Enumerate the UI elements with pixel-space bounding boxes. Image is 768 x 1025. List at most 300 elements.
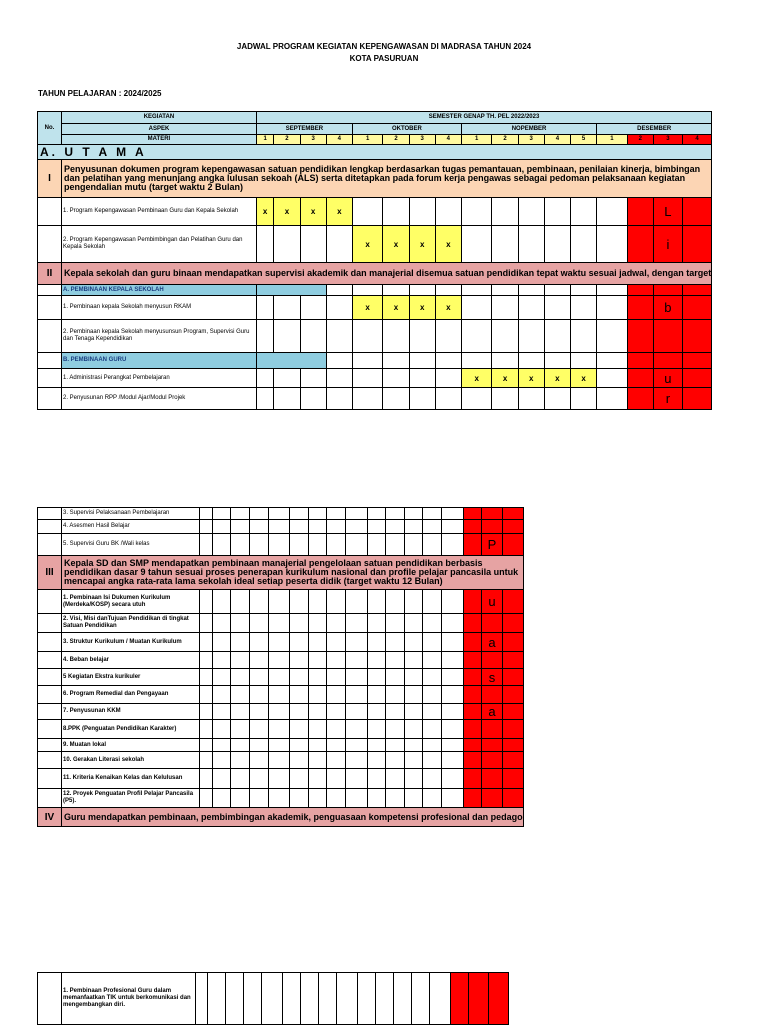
week-cell <box>290 769 309 789</box>
week-cell <box>345 752 367 769</box>
objective-text: Kepala sekolah dan guru binaan mendapatkan supervisi akademik dan manajerial disemua satuan pendidikan tepat waktu sesuai jadwal, dengan target <box>62 263 712 285</box>
week-cell <box>386 704 405 720</box>
week-cell <box>441 669 463 686</box>
week-cell <box>290 686 309 704</box>
row-no <box>38 973 62 1025</box>
week-cell <box>268 652 290 669</box>
week-cell <box>383 353 409 369</box>
week-cell <box>570 353 596 369</box>
activity-mark: x <box>326 198 352 226</box>
break-cell <box>502 633 523 652</box>
materi-cell: 1. Pembinaan kepala Sekolah menyusun RKAM <box>62 296 257 320</box>
week-cell <box>404 590 423 614</box>
week-cell <box>268 704 290 720</box>
row-no <box>38 320 62 353</box>
break-cell <box>682 369 711 388</box>
table-row <box>38 198 712 226</box>
month-header: SEPTEMBER <box>256 124 352 135</box>
month-header: NOPEMBER <box>461 124 596 135</box>
week-cell <box>518 226 544 263</box>
week-cell <box>386 652 405 669</box>
week-cell <box>386 534 405 556</box>
materi-cell: 2. Penyusunan RPP /Modul Ajar/Modul Projek <box>62 388 257 410</box>
week-cell <box>461 320 492 353</box>
week-cell <box>597 226 628 263</box>
week-cell <box>326 226 352 263</box>
row-no <box>38 789 62 808</box>
subsection-fill <box>256 285 326 296</box>
table-row <box>38 388 712 410</box>
week-cell <box>319 973 337 1025</box>
week-cell <box>290 520 309 534</box>
week-cell <box>326 296 352 320</box>
vertical-letter: a <box>482 633 503 652</box>
table-row <box>38 633 524 652</box>
section-row <box>38 145 712 160</box>
week-cell <box>570 320 596 353</box>
week-cell <box>212 789 231 808</box>
break-cell <box>682 388 711 410</box>
week-cell <box>231 720 250 739</box>
week-number: 4 <box>682 135 711 145</box>
week-cell <box>249 789 268 808</box>
week-cell <box>461 198 492 226</box>
week-cell <box>200 789 212 808</box>
week-cell <box>290 633 309 652</box>
week-cell <box>212 769 231 789</box>
week-cell <box>597 320 628 353</box>
row-no <box>38 285 62 296</box>
materi-cell: 3. Supervisi Pelaksanaan Pembelajaran <box>62 508 200 520</box>
week-cell <box>383 198 409 226</box>
break-cell <box>463 789 482 808</box>
week-cell <box>345 769 367 789</box>
break-cell <box>653 285 682 296</box>
month-header: OKTOBER <box>352 124 461 135</box>
week-cell <box>200 752 212 769</box>
week-cell <box>212 752 231 769</box>
week-cell <box>367 520 386 534</box>
week-cell <box>386 508 405 520</box>
vertical-letter: r <box>653 388 682 410</box>
roman-numeral: II <box>38 263 62 285</box>
week-cell <box>441 633 463 652</box>
week-cell <box>544 320 570 353</box>
break-cell <box>482 752 503 769</box>
week-cell <box>308 752 327 769</box>
table-row <box>38 769 524 789</box>
week-cell <box>404 508 423 520</box>
objective-text: Guru mendapatkan pembinaan, pembimbingan akademik, penguasaan kompetensi profesional dan pedago <box>62 808 524 827</box>
break-cell <box>482 508 503 520</box>
break-cell <box>463 704 482 720</box>
week-cell <box>597 198 628 226</box>
week-number: 3 <box>518 135 544 145</box>
break-cell <box>463 590 482 614</box>
row-no <box>38 369 62 388</box>
row-no <box>38 652 62 669</box>
week-cell <box>435 320 461 353</box>
week-cell <box>208 973 226 1025</box>
materi-cell: 11. Kriteria Kenaikan Kelas dan Kelulusan <box>62 769 200 789</box>
week-cell <box>441 652 463 669</box>
week-cell <box>300 226 326 263</box>
week-cell <box>290 789 309 808</box>
break-cell <box>463 686 482 704</box>
week-cell <box>367 633 386 652</box>
week-cell <box>345 686 367 704</box>
week-cell <box>352 353 383 369</box>
break-cell <box>502 739 523 752</box>
break-cell <box>502 704 523 720</box>
row-no <box>38 388 62 410</box>
week-cell <box>345 614 367 633</box>
week-cell <box>200 614 212 633</box>
week-cell <box>300 388 326 410</box>
activity-mark: x <box>492 369 518 388</box>
week-cell <box>345 590 367 614</box>
week-cell <box>327 669 346 686</box>
break-cell <box>463 508 482 520</box>
header-row <box>38 124 712 135</box>
break-cell <box>653 353 682 369</box>
week-cell <box>441 614 463 633</box>
week-cell <box>345 669 367 686</box>
week-cell <box>268 534 290 556</box>
week-cell <box>212 520 231 534</box>
week-cell <box>492 296 518 320</box>
week-cell <box>212 614 231 633</box>
week-cell <box>200 590 212 614</box>
vertical-letter: b <box>653 296 682 320</box>
objective-row <box>38 160 712 198</box>
week-number: 3 <box>653 135 682 145</box>
break-cell <box>482 720 503 739</box>
week-cell <box>404 720 423 739</box>
break-cell <box>502 520 523 534</box>
week-cell <box>308 769 327 789</box>
col-materi: MATERI <box>62 135 257 145</box>
week-cell <box>327 769 346 789</box>
week-cell <box>597 388 628 410</box>
week-cell <box>249 686 268 704</box>
week-cell <box>423 614 442 633</box>
table-row <box>38 614 524 633</box>
break-cell <box>482 789 503 808</box>
week-cell <box>290 669 309 686</box>
week-cell <box>597 369 628 388</box>
week-cell <box>367 752 386 769</box>
week-cell <box>423 752 442 769</box>
table-row <box>38 739 524 752</box>
week-cell <box>345 739 367 752</box>
subsection-fill <box>256 353 326 369</box>
week-number: 1 <box>352 135 383 145</box>
week-number: 2 <box>492 135 518 145</box>
week-cell <box>352 320 383 353</box>
activity-mark: x <box>352 296 383 320</box>
week-cell <box>383 369 409 388</box>
week-cell <box>409 353 435 369</box>
table-row <box>38 590 524 614</box>
week-cell <box>544 198 570 226</box>
break-cell <box>682 353 711 369</box>
week-cell <box>518 296 544 320</box>
col-no: No. <box>38 112 62 145</box>
week-cell <box>200 720 212 739</box>
week-cell <box>262 973 283 1025</box>
week-cell <box>409 198 435 226</box>
week-cell <box>441 590 463 614</box>
break-cell <box>482 520 503 534</box>
week-cell <box>404 769 423 789</box>
week-cell <box>231 686 250 704</box>
week-cell <box>492 226 518 263</box>
week-cell <box>386 789 405 808</box>
week-cell <box>345 704 367 720</box>
week-cell <box>441 789 463 808</box>
table-row <box>38 752 524 769</box>
week-cell <box>300 369 326 388</box>
academic-year-label: TAHUN PELAJARAN <box>38 89 117 98</box>
table-row <box>38 226 712 263</box>
week-cell <box>404 652 423 669</box>
week-cell <box>274 226 300 263</box>
week-cell <box>367 739 386 752</box>
vertical-letter: u <box>653 369 682 388</box>
week-cell <box>268 590 290 614</box>
break-cell <box>627 198 653 226</box>
week-cell <box>492 388 518 410</box>
week-cell <box>212 739 231 752</box>
week-cell <box>244 973 262 1025</box>
week-cell <box>386 769 405 789</box>
week-cell <box>212 720 231 739</box>
schedule-table-middle <box>37 507 524 827</box>
week-cell <box>461 226 492 263</box>
week-cell <box>367 686 386 704</box>
week-cell <box>386 633 405 652</box>
table-row <box>38 686 524 704</box>
week-cell <box>308 686 327 704</box>
break-cell <box>627 285 653 296</box>
week-cell <box>290 590 309 614</box>
table-row <box>38 320 712 353</box>
week-cell <box>249 520 268 534</box>
break-cell <box>463 614 482 633</box>
week-cell <box>435 198 461 226</box>
week-cell <box>544 226 570 263</box>
week-cell <box>200 704 212 720</box>
table-row <box>38 296 712 320</box>
activity-mark: x <box>518 369 544 388</box>
week-cell <box>326 388 352 410</box>
week-cell <box>200 652 212 669</box>
week-cell <box>423 769 442 789</box>
week-cell <box>441 704 463 720</box>
activity-mark: x <box>352 226 383 263</box>
week-cell <box>461 388 492 410</box>
week-cell <box>404 534 423 556</box>
table-row <box>38 973 509 1025</box>
week-cell <box>268 520 290 534</box>
materi-cell: 2. Program Kepengawasan Pembimbingan dan Pelatihan Guru dan Kepala Sekolah <box>62 226 257 263</box>
roman-numeral: I <box>38 160 62 198</box>
break-cell <box>463 720 482 739</box>
vertical-letter: i <box>653 226 682 263</box>
activity-mark: x <box>544 369 570 388</box>
week-cell <box>200 633 212 652</box>
week-cell <box>544 353 570 369</box>
table-row <box>38 520 524 534</box>
week-cell <box>383 285 409 296</box>
header-row <box>38 135 712 145</box>
week-cell <box>301 973 319 1025</box>
table-row <box>38 789 524 808</box>
materi-cell: 4. Asesmen Hasil Belajar <box>62 520 200 534</box>
week-cell <box>256 388 273 410</box>
week-cell <box>386 520 405 534</box>
week-cell <box>409 388 435 410</box>
week-cell <box>404 739 423 752</box>
week-cell <box>290 752 309 769</box>
week-cell <box>367 652 386 669</box>
week-cell <box>435 369 461 388</box>
week-number: 2 <box>274 135 300 145</box>
week-cell <box>367 508 386 520</box>
table-row <box>38 508 524 520</box>
week-cell <box>345 720 367 739</box>
schedule-table-top <box>37 111 712 410</box>
week-cell <box>492 320 518 353</box>
week-cell <box>435 285 461 296</box>
materi-cell: 5 Kegiatan Ekstra kurikuler <box>62 669 200 686</box>
week-cell <box>212 633 231 652</box>
break-cell <box>463 669 482 686</box>
week-cell <box>256 369 273 388</box>
week-cell <box>386 669 405 686</box>
week-cell <box>441 720 463 739</box>
week-cell <box>212 669 231 686</box>
week-cell <box>423 704 442 720</box>
week-cell <box>386 614 405 633</box>
materi-cell: 12. Proyek Penguatan Profil Pelajar Pancasila (P5). <box>62 789 200 808</box>
week-cell <box>300 320 326 353</box>
break-cell <box>482 614 503 633</box>
week-cell <box>268 720 290 739</box>
week-cell <box>518 388 544 410</box>
break-cell <box>489 973 509 1025</box>
week-cell <box>308 614 327 633</box>
row-no <box>38 704 62 720</box>
week-cell <box>376 973 394 1025</box>
subsection-row <box>38 285 712 296</box>
week-cell <box>441 686 463 704</box>
week-cell <box>327 534 346 556</box>
break-cell <box>627 296 653 320</box>
week-cell <box>200 739 212 752</box>
week-cell <box>200 508 212 520</box>
week-cell <box>337 973 358 1025</box>
week-cell <box>345 789 367 808</box>
row-no <box>38 520 62 534</box>
activity-mark: x <box>300 198 326 226</box>
week-cell <box>404 633 423 652</box>
week-cell <box>256 320 273 353</box>
break-cell <box>451 973 469 1025</box>
week-cell <box>290 614 309 633</box>
break-cell <box>463 633 482 652</box>
table-row <box>38 534 524 556</box>
header-row <box>38 112 712 124</box>
row-no <box>38 669 62 686</box>
break-cell <box>502 590 523 614</box>
week-cell <box>327 520 346 534</box>
week-cell <box>308 720 327 739</box>
week-cell <box>404 752 423 769</box>
break-cell <box>482 652 503 669</box>
col-kegiatan: KEGIATAN <box>62 112 257 124</box>
materi-cell: 1. Pembinaan Profesional Guru dalam memanfaatkan TIK untuk berkomunikasi dan mengembangkan diri. <box>62 973 196 1025</box>
week-cell <box>386 590 405 614</box>
week-cell <box>345 633 367 652</box>
materi-cell: 7. Penyusunan KKM <box>62 704 200 720</box>
week-cell <box>308 704 327 720</box>
break-cell <box>463 534 482 556</box>
week-cell <box>423 633 442 652</box>
week-cell <box>570 285 596 296</box>
activity-mark: x <box>383 226 409 263</box>
week-cell <box>597 285 628 296</box>
week-cell <box>231 789 250 808</box>
row-no <box>38 198 62 226</box>
week-cell <box>367 720 386 739</box>
row-no <box>38 353 62 369</box>
week-number: 5 <box>570 135 596 145</box>
week-cell <box>256 226 273 263</box>
col-aspek: ASPEK <box>62 124 257 135</box>
week-cell <box>518 353 544 369</box>
week-cell <box>308 652 327 669</box>
week-cell <box>274 320 300 353</box>
week-cell <box>423 669 442 686</box>
week-cell <box>383 320 409 353</box>
week-cell <box>290 652 309 669</box>
vertical-letter: u <box>482 590 503 614</box>
row-no <box>38 633 62 652</box>
week-cell <box>492 285 518 296</box>
week-cell <box>423 520 442 534</box>
break-cell <box>502 752 523 769</box>
week-number: 4 <box>544 135 570 145</box>
week-cell <box>492 353 518 369</box>
week-cell <box>327 652 346 669</box>
week-cell <box>441 520 463 534</box>
break-cell <box>502 652 523 669</box>
week-cell <box>249 652 268 669</box>
row-no <box>38 739 62 752</box>
week-cell <box>231 508 250 520</box>
materi-cell: 1. Program Kepengawasan Pembinaan Guru dan Kepala Sekolah <box>62 198 257 226</box>
activity-mark: x <box>274 198 300 226</box>
week-cell <box>544 296 570 320</box>
activity-mark: x <box>435 226 461 263</box>
break-cell <box>469 973 489 1025</box>
break-cell <box>627 353 653 369</box>
week-cell <box>268 508 290 520</box>
week-number: 1 <box>256 135 273 145</box>
week-cell <box>597 296 628 320</box>
